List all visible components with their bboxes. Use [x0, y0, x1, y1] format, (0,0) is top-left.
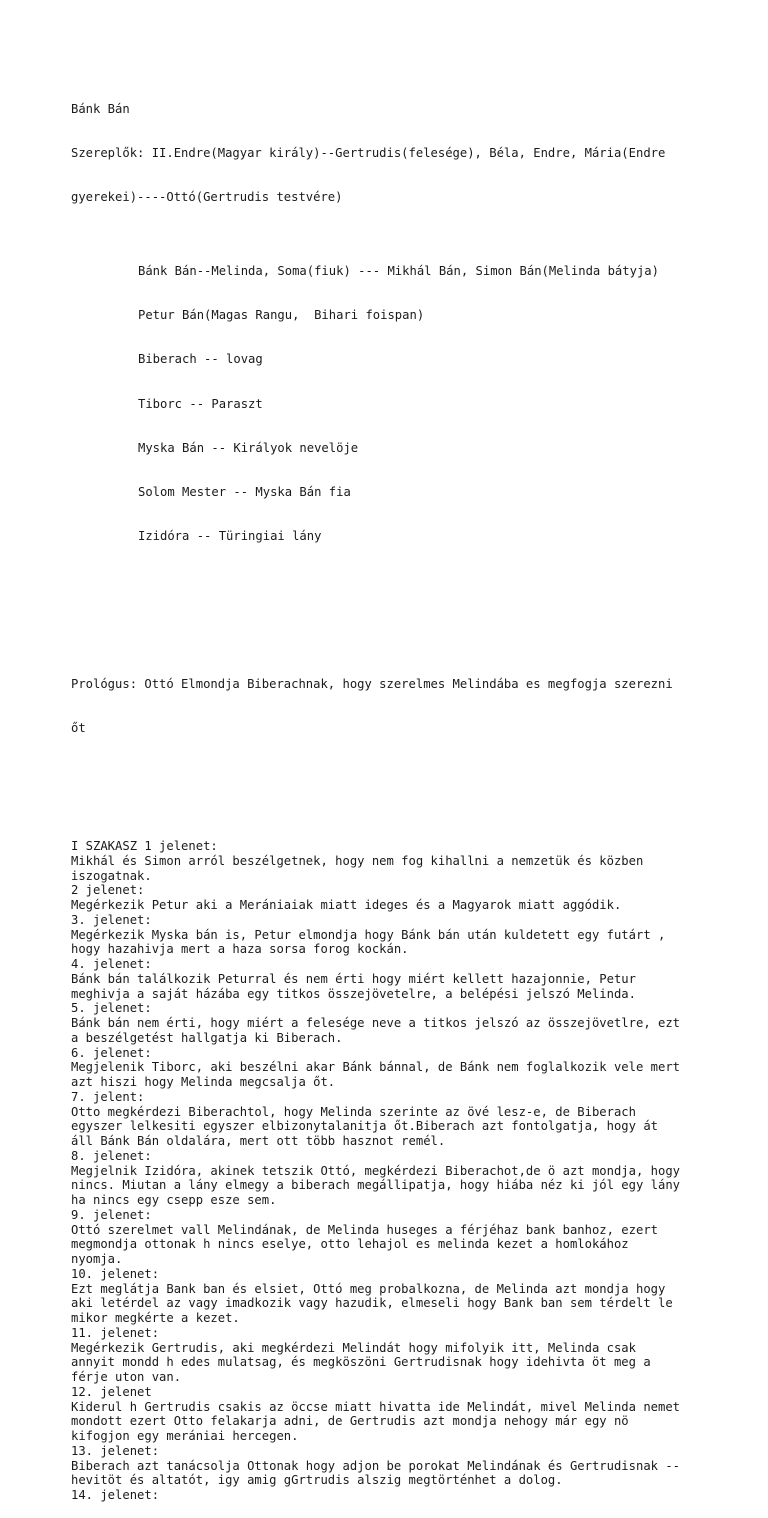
scene-line: megmondja ottonak h nincs eselye, otto lehajol es melinda kezet a homlokához: [71, 1237, 629, 1252]
scene-line: nincs. Miutan a lány elmegy a biberach megállipatja, hogy hiába néz ki jól egy lány: [71, 1178, 681, 1193]
scene-line: meghivja a saját házába egy titkos összejövetelre, a belépési jelszó Melinda.: [71, 986, 636, 1001]
cast-item: Myska Bán -- Királyok nevelöje: [138, 440, 359, 455]
scene-line: egyszer lelkesiti egyszer elbizonytalanitja őt.Biberach azt fontolgatja, hogy át: [71, 1119, 658, 1134]
scene-line: 12. jelenet: [71, 1384, 152, 1399]
scene-line: mikor megkérte a kezet.: [71, 1311, 240, 1325]
cast-item: Petur Bán(Magas Rangu, Bihari foispan): [138, 308, 425, 322]
scene-line: áll Bánk Bán oldalára, mert ott több hasznot remél.: [71, 1134, 446, 1148]
scene-line: mondott ezert Otto felakarja adni, de Gertrudis azt mondja nehogy már egy nö: [71, 1414, 629, 1429]
cast-list: [71, 234, 761, 573]
scene-line: Megérkezik Petur aki a Merániaiak miatt ideges és a Magyarok miatt aggódik.: [71, 898, 622, 912]
scene-line: I SZAKASZ 1 jelenet:: [71, 839, 218, 853]
scene-line: 6. jelenet:: [71, 1045, 152, 1060]
scene-line: Biberach azt tanácsolja Ottonak hogy adjon be porokat Melindának és Gertrudisnak --: [71, 1458, 681, 1473]
scene-line: 11. jelenet:: [71, 1325, 160, 1340]
scene-line: annyit mondd h edes mulatsag, és megköszöni Gertrudisnak hogy idehivta öt meg a: [71, 1355, 651, 1370]
scene-line: Ottó szerelmet vall Melindának, de Melinda huseges a férjéhaz bank banhoz, ezert: [71, 1222, 658, 1237]
scene-line: Otto megkérdezi Biberachtol, hogy Melinda szerinte az övé lesz-e, de Biberach: [71, 1104, 636, 1119]
scene-line: 3. jelenet:: [71, 912, 152, 927]
prologue-line: Prológus: Ottó Elmondja Biberachnak, hogy szerelmes Melindába es megfogja szerezni: [71, 676, 673, 691]
document-title: Bánk Bán: [71, 101, 130, 116]
scene-line: kifogjon egy merániai hercegen.: [71, 1429, 299, 1443]
cast-item: Biberach -- lovag: [138, 352, 263, 367]
cast-intro-line-2: gyerekei)----Ottó(Gertrudis testvére): [71, 190, 343, 204]
scene-line: hevitöt és altatót, igy amig gGrtrudis alszig megtörténhet a dolog.: [71, 1473, 563, 1488]
blank-line: [71, 795, 761, 810]
scene-summaries: [71, 839, 761, 1503]
scene-line: 10. jelenet:: [71, 1266, 160, 1281]
prologue-line: őt: [71, 721, 86, 735]
scene-line: Kiderul h Gertrudis csakis az öccse miatt hivatta ide Melindát, mivel Melinda nemet: [71, 1399, 681, 1414]
scene-line: 9. jelenet:: [71, 1207, 152, 1222]
blank-line: [71, 603, 761, 618]
scene-line: 5. jelenet:: [71, 1001, 152, 1016]
scene-line: 13. jelenet:: [71, 1443, 160, 1458]
scene-line: 8. jelenet:: [71, 1148, 152, 1163]
scene-line: hogy hazahivja mert a haza sorsa forog kockán.: [71, 942, 409, 957]
scene-line: a beszélgetést hallgatja ki Biberach.: [71, 1030, 343, 1045]
scene-line: 4. jelenet:: [71, 957, 152, 971]
scene-line: iszogatnak.: [71, 868, 152, 883]
scene-line: aki letérdel az vagy imadkozik vagy hazudik, elmeseli hogy Bank ban sem térdelt le: [71, 1296, 673, 1311]
scene-line: Bánk bán nem érti, hogy miért a felesége neve a titkos jelszó az összejövetlre, ezt: [71, 1016, 681, 1030]
cast-item: Izidóra -- Türingiai lány: [138, 529, 322, 544]
scene-line: Mikhál és Simon arról beszélgetnek, hogy nem fog kihallni a nemzetük és közben: [71, 853, 644, 868]
scene-line: 14. jelenet:: [71, 1488, 160, 1502]
scene-line: Bánk bán találkozik Peturral és nem érti hogy miért kellett hazajonnie, Petur: [71, 971, 636, 986]
scene-line: férje uton van.: [71, 1370, 182, 1384]
scene-line: azt hiszi hogy Melinda megcsalja őt.: [71, 1075, 336, 1089]
scene-line: Megjelenik Tiborc, aki beszélni akar Bánk bánnal, de Bánk nem foglalkozik vele mert: [71, 1060, 681, 1075]
scene-line: ha nincs egy csepp esze sem.: [71, 1193, 277, 1207]
document-body: [71, 72, 761, 1518]
scene-line: 7. jelent:: [71, 1089, 145, 1104]
scene-line: 2 jelenet:: [71, 883, 145, 898]
scene-line: Megérkezik Myska bán is, Petur elmondja hogy Bánk bán után kuldetett egy futárt ,: [71, 927, 666, 942]
scene-line: Megérkezik Gertrudis, aki megkérdezi Melindát hogy mifolyik itt, Melinda csak: [71, 1340, 636, 1355]
cast-item: Solom Mester -- Myska Bán fia: [138, 485, 351, 499]
scene-line: Megjelnik Izidóra, akinek tetszik Ottó, megkérdezi Biberachot,de ö azt mondja, hogy: [71, 1163, 681, 1178]
cast-intro-line-1: Szereplők: II.Endre(Magyar király)--Gertrudis(felesége), Béla, Endre, Mária(Endre: [71, 145, 666, 160]
cast-item: Bánk Bán--Melinda, Soma(fiuk) --- Mikhál Bán, Simon Bán(Melinda bátyja): [138, 263, 659, 278]
prologue: [71, 647, 761, 765]
scene-line: Ezt meglátja Bank ban és elsiet, Ottó meg probalkozna, de Melinda azt mondja hogy: [71, 1281, 666, 1296]
scene-line: nyomja.: [71, 1252, 123, 1266]
cast-item: Tiborc -- Paraszt: [138, 396, 263, 411]
